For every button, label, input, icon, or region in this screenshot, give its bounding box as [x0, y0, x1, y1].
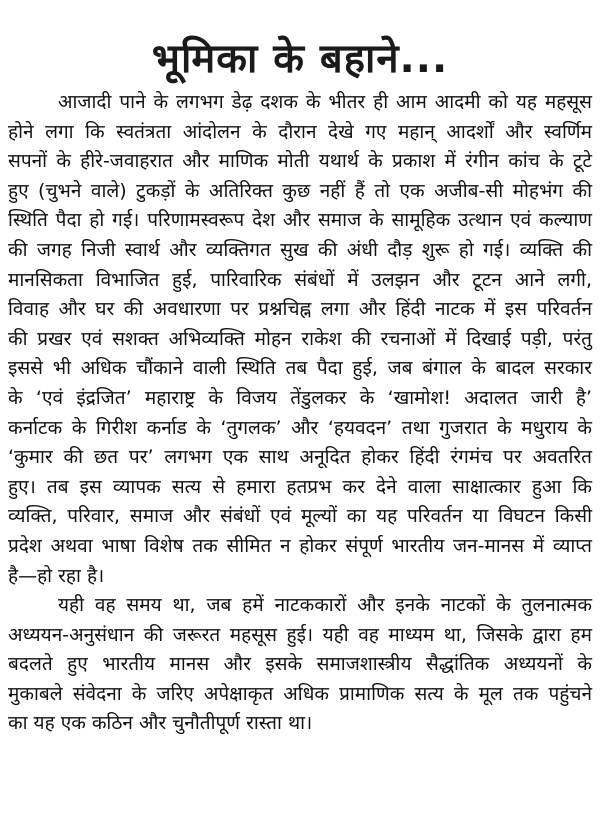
text-line: आजादी पाने के लगभग डेढ़ दशक के भीतर ही आम आदमी को यह महसूस — [58, 91, 592, 113]
text-line: व्यक्ति, परिवार, समाज और संबंधों एवं मूल्यों का यह परिवर्तन या विघटन किसी — [8, 505, 592, 528]
text-line: है—हो रहा है। — [8, 564, 105, 587]
text-line: की प्रखर एवं सशक्त अभिव्यक्ति मोहन राकेश की रचनाओं में दिखाई पड़ी, परंतु — [8, 327, 592, 350]
text-line: हुए। तब इस व्यापक सत्य से हमारा हतप्रभ कर देने वाला साक्षात्कार हुआ कि — [8, 475, 592, 498]
text-line: बदलते हुए भारतीय मानस और इसके समाजशास्त्रीय सैद्धांतिक अध्ययनों के — [8, 653, 592, 676]
text-line: की जगह निजी स्वार्थ और व्यक्तिगत सुख की अंधी दौड़ शुरू हो गई। व्यक्ति की — [8, 238, 592, 261]
text-line: स्थिति पैदा हो गई। परिणामस्वरूप देश और समाज के सामूहिक उत्थान एवं कल्याण — [8, 209, 592, 232]
text-line: मानसिकता विभाजित हुई, पारिवारिक संबंधों में उलझन और टूटन आने लगी, — [8, 268, 592, 291]
text-line: हुए (चुभने वाले) टुकड़ों के अतिरिक्त कुछ नहीं हैं तो एक अजीब-सी मोहभंग की — [8, 179, 592, 202]
text-line: अध्ययन-अनुसंधान की जरूरत महसूस हुई। यही वह माध्यम था, जिसके द्वारा हम — [8, 623, 592, 646]
text-line: प्रदेश अथवा भाषा विशेष तक सीमित न होकर संपूर्ण भारतीय जन-मानस में व्याप्त — [8, 534, 592, 557]
paragraph-2 — [8, 591, 592, 739]
text-line: यही वह समय था, जब हमें नाटककारों और इनके नाटकों के तुलनात्मक — [58, 594, 592, 617]
text-line: इससे भी अधिक चौंकाने वाली स्थिति तब पैदा हुई, जब बंगाल के बादल सरकार — [8, 357, 592, 380]
text-line: मुकाबले संवेदना के जरिए अपेक्षाकृत अधिक प्रामाणिक सत्य के मूल तक पहुंचने — [8, 682, 592, 705]
text-line: होने लगा कि स्वतंत्रता आंदोलन के दौरान देखे गए महान् आदर्शों और स्वर्णिम — [8, 120, 592, 143]
text-line: सपनों के हीरे-जवाहरात और माणिक मोती यथार्थ के प्रकाश में रंगीन कांच के टूटे — [8, 150, 592, 173]
text-line: कर्नाटक के गिरीश कर्नाड के ‘तुगलक’ और ‘हयवदन’ तथा गुजरात के मधुराय के — [8, 416, 592, 439]
body-text — [8, 88, 592, 739]
text-line: ‘कुमार की छत पर’ लगभग एक साथ अनूदित होकर हिंदी रंगमंच पर अवतरित — [8, 446, 592, 469]
text-line: का यह एक कठिन और चुनौतीपूर्ण रास्ता था। — [8, 712, 313, 735]
paragraph-1 — [8, 88, 592, 591]
text-line: विवाह और घर की अवधारणा पर प्रश्नचिह्न लगा और हिंदी नाटक में इस परिवर्तन — [8, 298, 592, 321]
text-line: के ‘एवं इंद्रजित’ महाराष्ट्र के विजय तेंडुलकर के ‘खामोश! अदालत जारी है’ — [8, 386, 592, 409]
page-title: भूमिका के बहाने... — [151, 35, 449, 82]
